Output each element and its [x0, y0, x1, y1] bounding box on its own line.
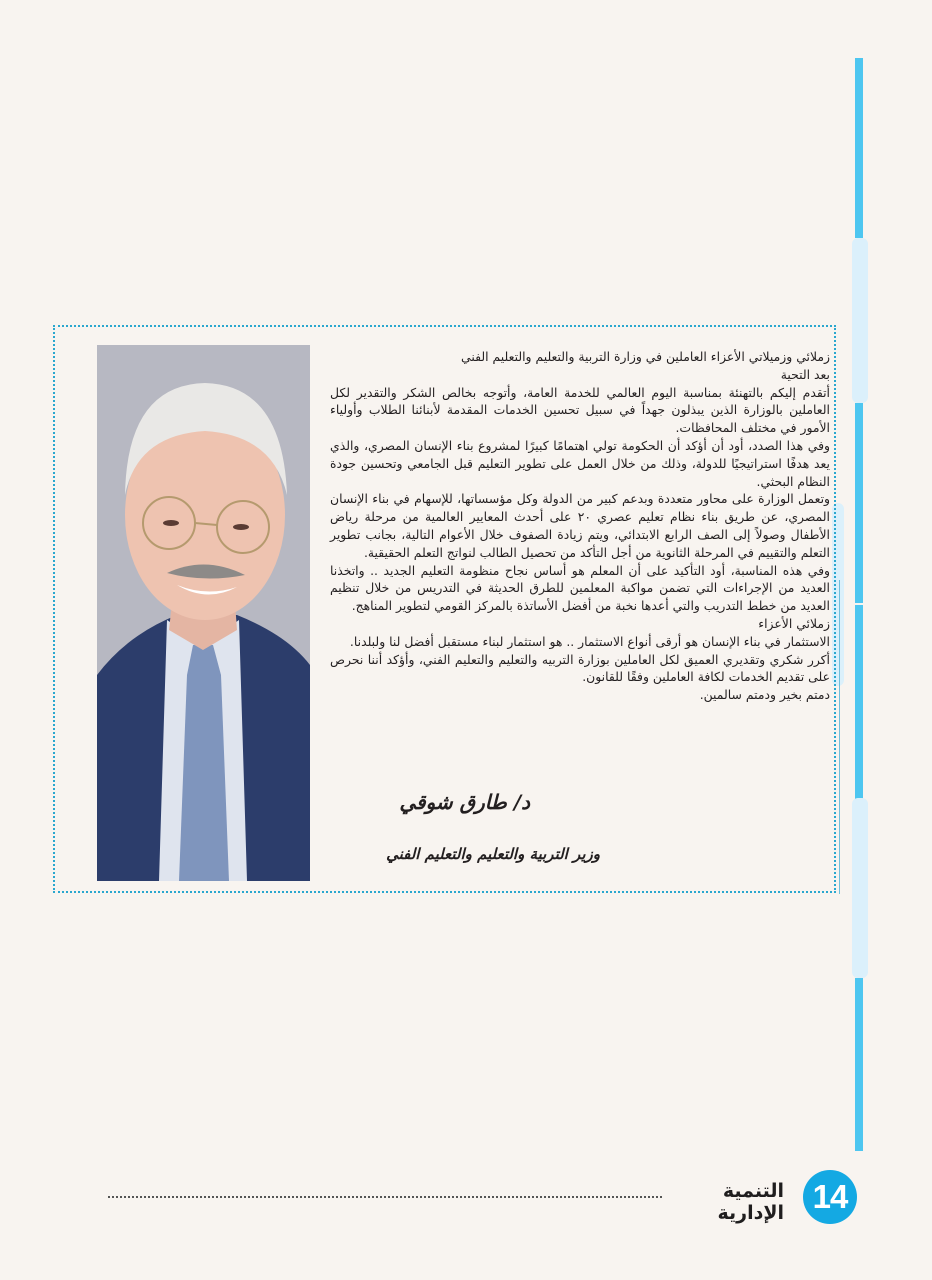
letter-salutation: زملائي وزميلاتي الأعزاء العاملين في وزارة التربية والتعليم والتعليم الفني: [461, 349, 830, 364]
letter-paragraph: أكرر شكري وتقديري العميق لكل العاملين بوزارة التربيه والتعليم والتعليم الفني، وأؤكد أننا نحرص على تقديم الخدمات لكافة العاملين وفقًا للقانون.: [330, 651, 830, 685]
signature-title: وزير التربية والتعليم والتعليم الفني: [386, 845, 600, 863]
accent-bar: [855, 978, 863, 1151]
accent-bar: [855, 58, 863, 238]
letter-paragraph: وفي هذه المناسبة، أود التأكيد على أن المعلم هو أساس نجاح منظومة التعليم الجديد .. واتخذنا العديد من الإجراءات التي تضمن مواكبة المعلمين للطرق الحديثة في التدريس من خلال تنظيم العديد من خطط التدريب والتي أعدها نخبة من أفضل الأساتذة بالمركز القومي لتطوير المناهج.: [330, 562, 830, 614]
frame-rule: [839, 580, 840, 894]
letter-paragraph: وفي هذا الصدد، أود أن أؤكد أن الحكومة تولي اهتمامًا كبيرًا لمشروع بناء الإنسان المصري، والذي يعد هدفًا استراتيجيًا للدولة، وذلك من خلال العمل على تطوير التعليم قبل الجامعي وتحسين جودة النظام البحثي.: [330, 437, 830, 489]
section-title: التنمية الإدارية: [717, 1180, 784, 1224]
signature-name: د/ طارق شوقي: [399, 790, 530, 814]
letter-closing: دمتم بخير ودمتم سالمين.: [699, 687, 830, 703]
letter-greeting: بعد التحية: [780, 366, 830, 382]
page-number-badge: 14: [803, 1170, 857, 1224]
accent-bar: [855, 403, 863, 603]
letter-paragraph: وتعمل الوزارة على محاور متعددة وبدعم كبير من الدولة وكل مؤسساتها، للإسهام في بناء الإنسان المصري، عن طريق بناء نظام تعليم عصري ٢٠ على أحدث المعايير العالمية من مرحلة رياض الأطفال وصولاً إلى الصف الرابع الابتدائي، ويتم زيادة الصفوف خلال الأعوام التالية، بجانب تطوير التعلم والتقييم في المرحلة الثانوية من أجل التأكد من تحصيل الطالب لنواتج التعلم الحقيقية.: [330, 491, 831, 560]
minister-photo: [97, 345, 310, 881]
letter-paragraph: أتقدم إليكم بالتهنئة بمناسبة اليوم العالمي للخدمة العامة، وأتوجه بخالص الشكر والتقدير لكل العاملين بالوزارة الذين يبذلون جهداً في سبيل تحسين الخدمات المقدمة لأبنائنا الطلاب وأولياء الأمور في مختلف المحافظات.: [330, 384, 830, 436]
accent-bar-pale: [852, 798, 868, 978]
letter-body: [330, 348, 830, 704]
letter-paragraph: الاستثمار في بناء الإنسان هو أرقى أنواع الاستثمار .. هو استثمار لبناء مستقبل أفضل لنا ولبلدنا.: [349, 633, 830, 649]
accent-bar-pale: [852, 238, 868, 403]
letter-subheading: زملائي الأعزاء: [758, 615, 830, 631]
accent-bar: [855, 605, 863, 800]
portrait-illustration: [97, 345, 310, 881]
footer-dotted-rule: [108, 1196, 662, 1198]
